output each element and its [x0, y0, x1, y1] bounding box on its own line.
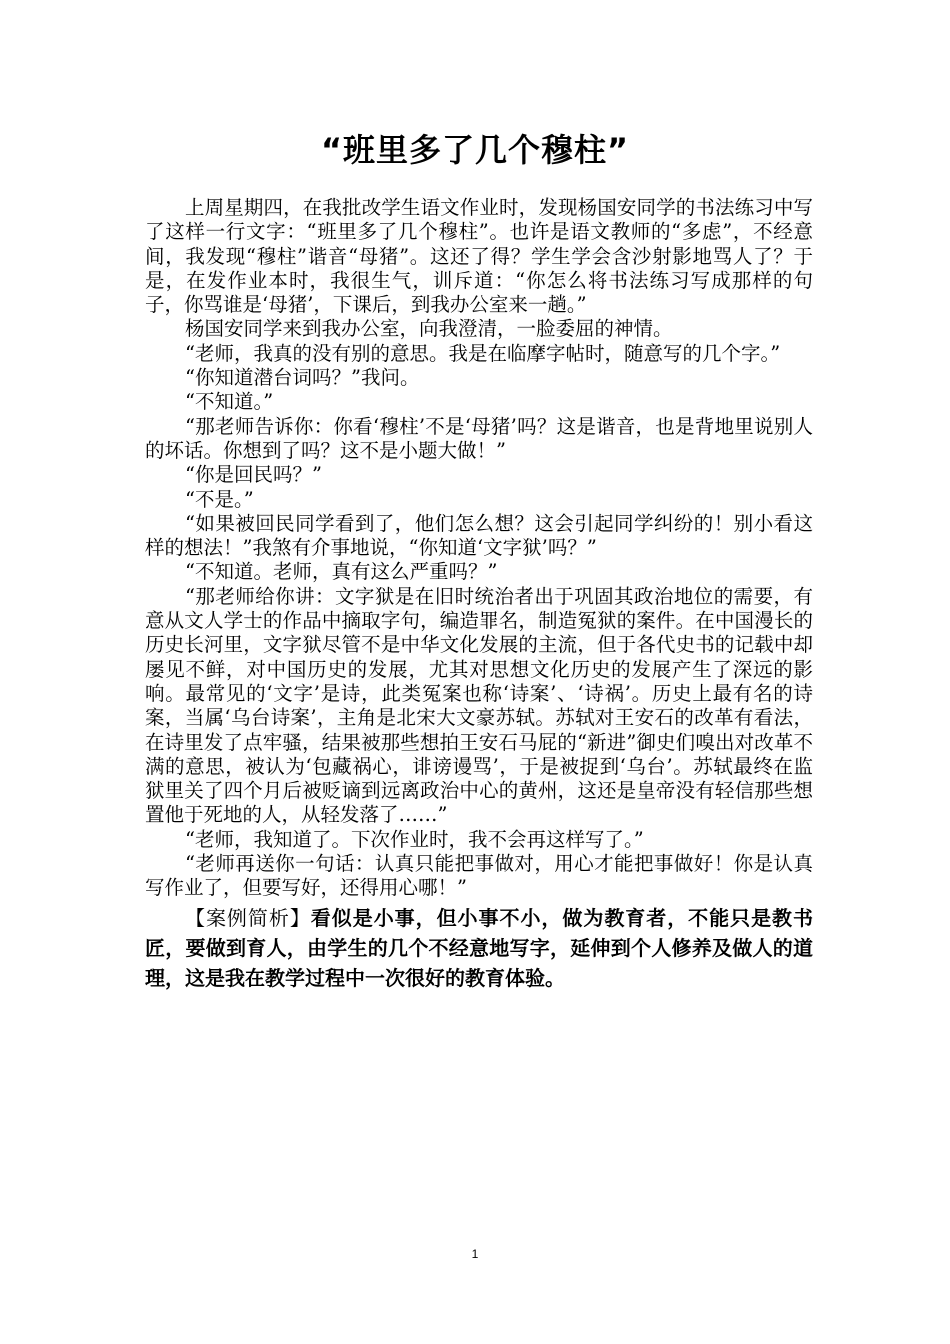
page-title: “班里多了几个穆柱” [320, 131, 630, 169]
paragraph: “不知道。老师，真有这么严重吗？” [185, 560, 498, 584]
paragraph: 杨国安同学来到我办公室，向我澄清，一脸委屈的神情。 [185, 317, 673, 341]
paragraph: 上周星期四，在我批改学生语文作业时，发现杨国安同学的书法练习中写了这样一行文字：“班里多了几个穆柱”。也许是语文教师的“多虑”，不经意间，我发现“穆柱”谐音“母猪”。这还了得？学生学会含沙射影地骂人了？于是，在发作业本时，我很生气，训斥道：“你怎么将书法练习写成那样的句子，你骂谁是‘母猪’，下课后，到我办公室来一趟。” [145, 196, 813, 317]
page-number: 1 [471, 1247, 479, 1261]
paragraph: “那老师告诉你：你看‘穆柱’不是‘母猪’吗？这是谐音，也是背地里说别人的坏话。你想到了吗？这不是小题大做！” [145, 414, 813, 462]
paragraph: “老师，我真的没有别的意思。我是在临摩字帖时，随意写的几个字。” [185, 341, 781, 365]
paragraph: “如果被回民同学看到了，他们怎么想？这会引起同学纠纷的！别小看这样的想法！”我煞有介事地说，“你知道‘文字狱’吗？” [145, 511, 813, 560]
case-analysis [145, 903, 813, 993]
paragraph: “不知道。” [185, 390, 274, 414]
article-body [145, 196, 813, 993]
paragraph: “老师再送你一句话：认真只能把事做对，用心才能把事做好！你是认真写作业了，但要写好，还得用心哪！” [145, 852, 813, 900]
paragraph: “老师，我知道了。下次作业时，我不会再这样写了。” [185, 827, 644, 851]
paragraph: “你知道潜台词吗？”我问。 [185, 366, 420, 390]
paragraph: “那老师给你讲：文字狱是在旧时统治者出于巩固其政治地位的需要，有意从文人学士的作品中摘取字句，编造罪名，制造冤狱的案件。在中国漫长的历史长河里，文字狱尽管不是中华文化发展的主流，但于各代史书的记载中却屡见不鲜，对中国历史的发展，尤其对思想文化历史的发展产生了深远的影响。最常见的‘文字’是诗，此类冤案也称‘诗案’、‘诗祸’。历史上最有名的诗案，当属‘乌台诗案’，主角是北宋大文豪苏轼。苏轼对王安石的改革有看法，在诗里发了点牢骚，结果被那些想拍王安石马屁的“新进”御史们嗅出对改革不满的意思，被认为‘包藏祸心，诽谤谩骂’，于是被捉到‘乌台’。苏轼最终在监狱里关了四个月后被贬谪到远离政治中心的黄州，这还是皇帝没有轻信那些想置他于死地的人，从轻发落了……” [145, 584, 813, 827]
case-analysis-tag: 【案例简析】 [185, 905, 311, 930]
paragraph: “不是。” [185, 487, 254, 511]
case-analysis-text: 看似是小事，但小事不小，做为教育者，不能只是教书匠，要做到育人，由学生的几个不经意地写字，延伸到个人修养及做人的道理，这是我在教学过程中一次很好的教育体验。 [145, 905, 814, 990]
paragraph: “你是回民吗？” [185, 463, 322, 487]
